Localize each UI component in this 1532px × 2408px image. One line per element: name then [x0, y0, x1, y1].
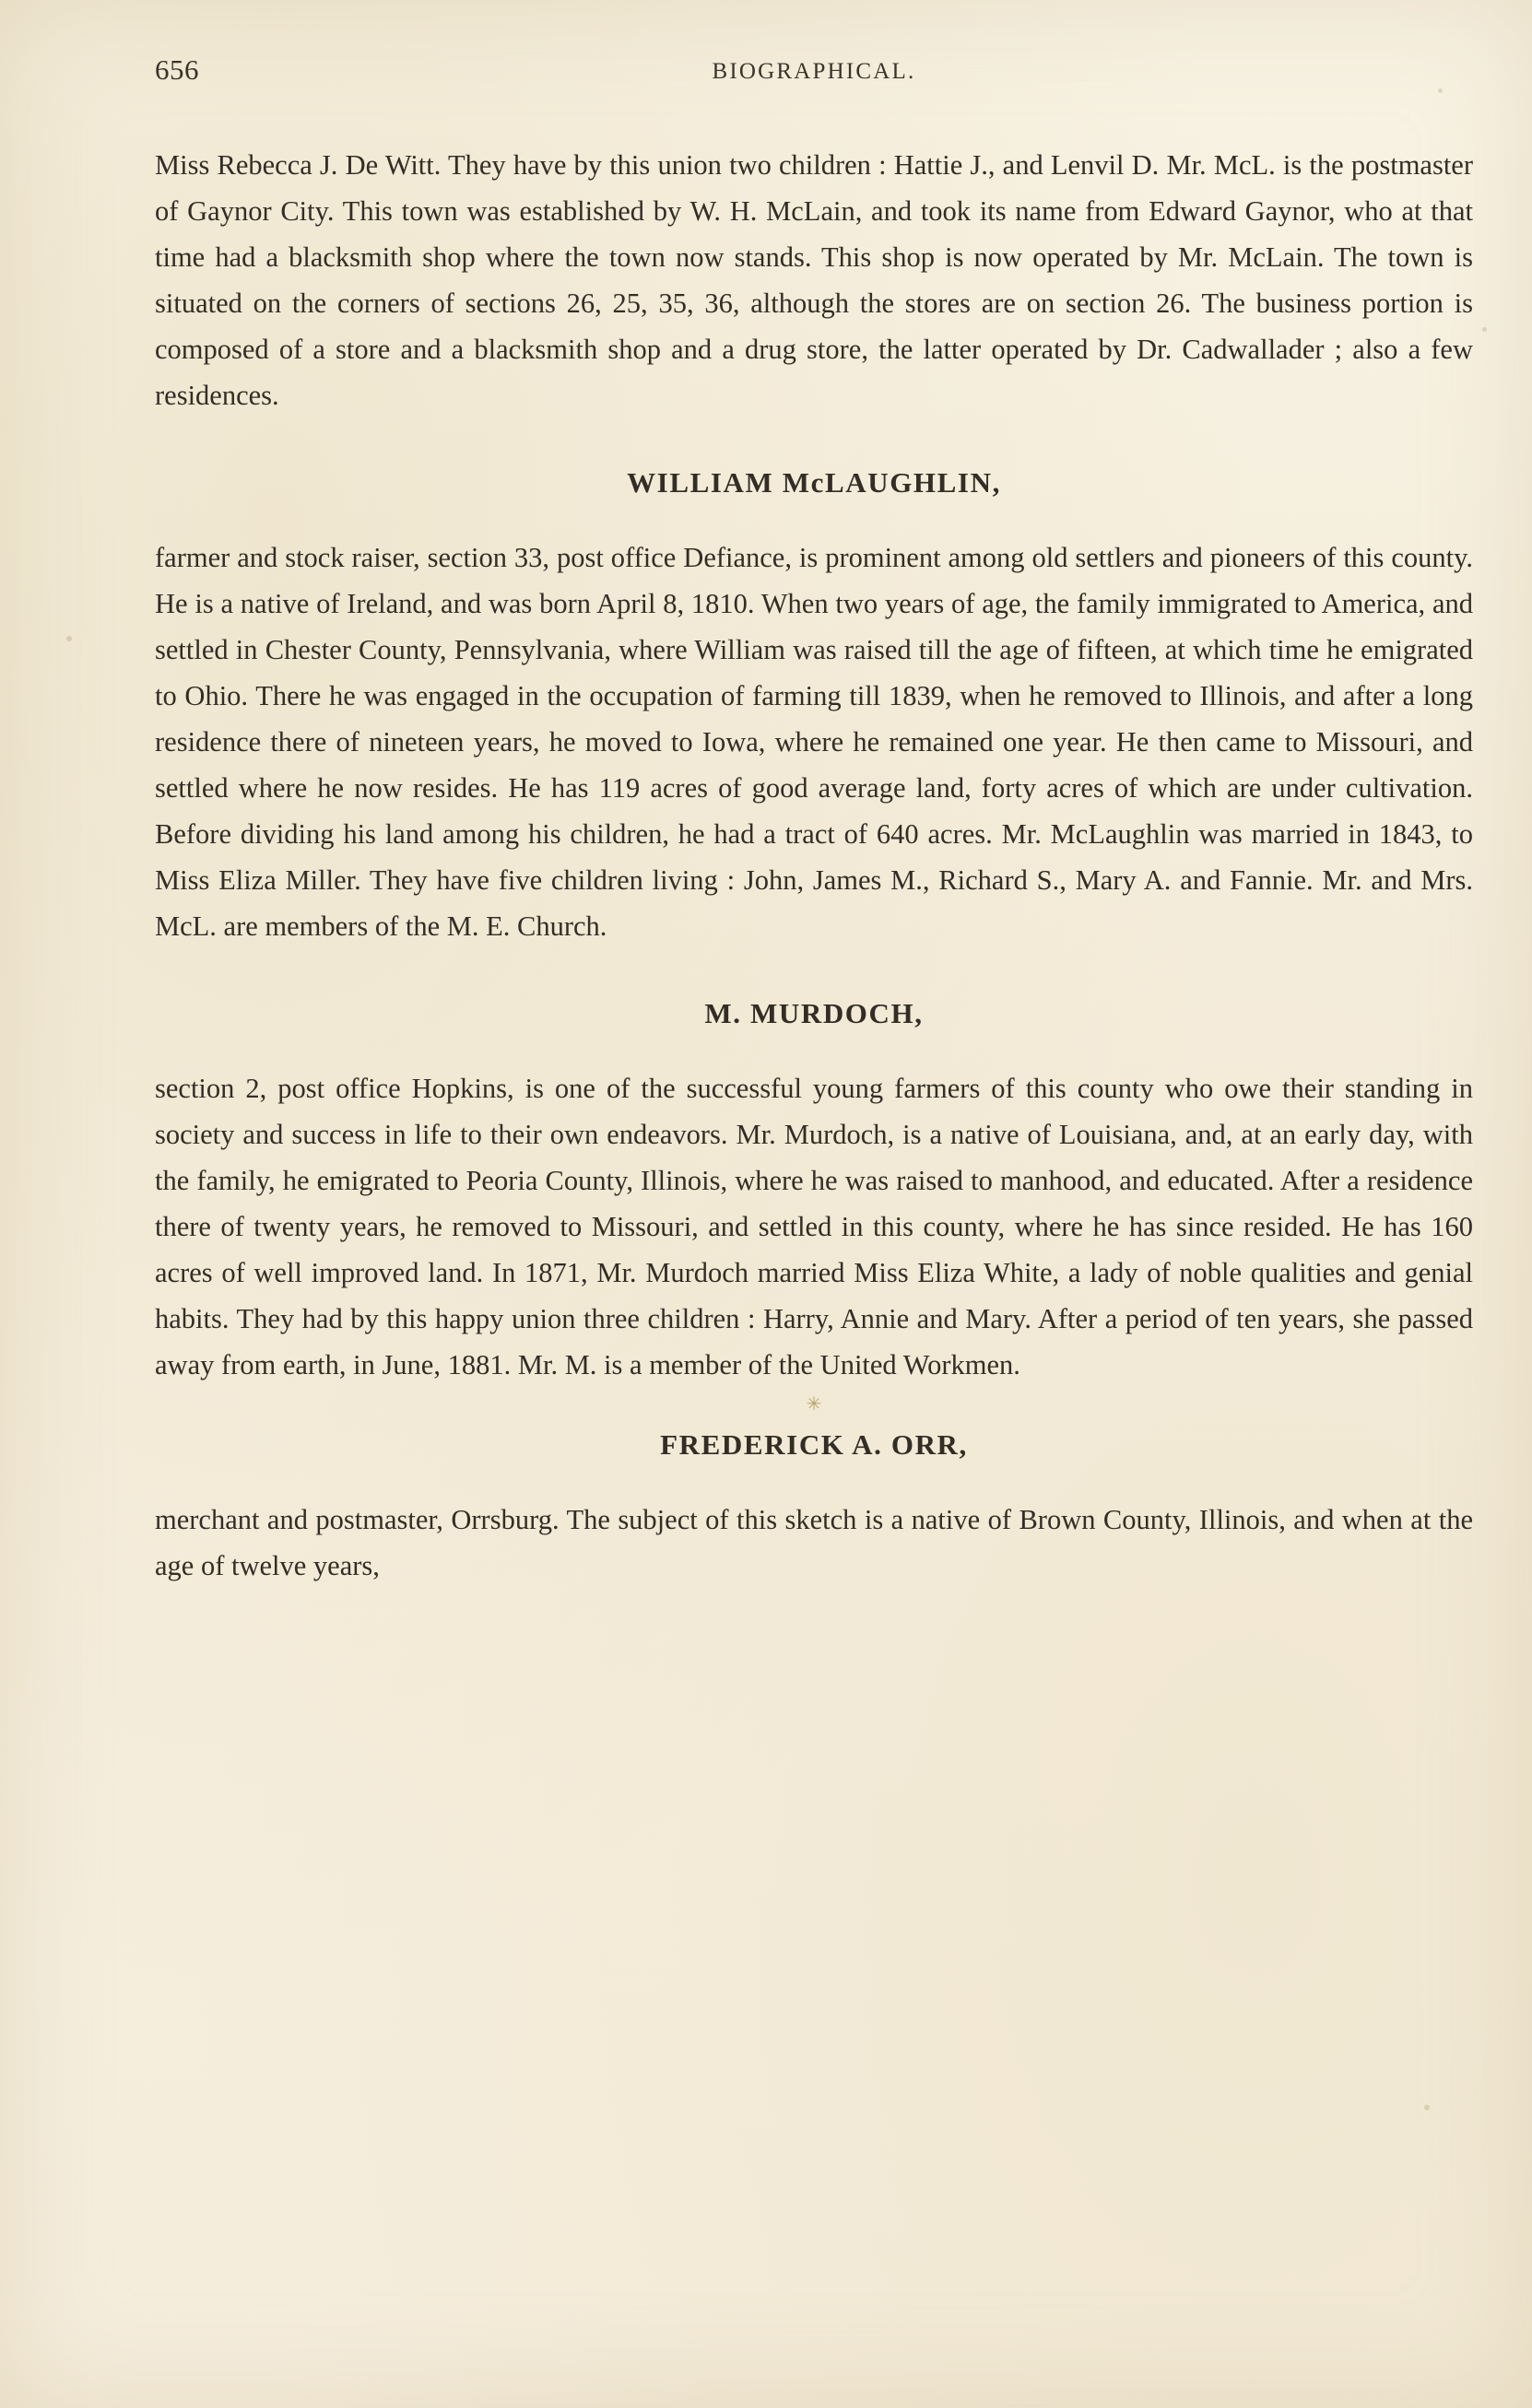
section-mclain-continued: [155, 142, 1473, 418]
page-speck: [66, 636, 72, 641]
running-head: BIOGRAPHICAL.: [712, 59, 916, 84]
page-speck: [1482, 327, 1487, 332]
page-number: 656: [155, 53, 199, 86]
paragraph: Miss Rebecca J. De Witt. They have by this union two children : Hattie J., and Lenvil D. Mr. McL. is the postmaster of Gaynor City. This town was established by W. H. McLain, and took its name from Edward Gaynor, who at that time had a blacksmith shop where the town now stands. This shop is now operated by Mr. McLain. The town is situated on the corners of sections 26, 25, 35, 36, although the stores are on section 26. The business portion is composed of a store and a blacksmith shop and a drug store, the latter operated by Dr. Cadwallader ; also a few residences.: [155, 149, 1473, 411]
ornament-icon: ✳: [806, 1394, 822, 1415]
paragraph: farmer and stock raiser, section 33, post office Defiance, is prominent among old settlers and pioneers of this county. He is a native of Ireland, and was born April 8, 1810. When two years of age, the family immigrated to America, and settled in Chester County, Pennsylvania, where William was raised till the age of fifteen, at which time he emigrated to Ohio. There he was engaged in the occupation of farming till 1839, when he removed to Illinois, and after a long residence there of nineteen years, he moved to Iowa, where he remained one year. He then came to Missouri, and settled where he now resides. He has 119 acres of good average land, forty acres of which are under cultivation. Before dividing his land among his children, he had a tract of 640 acres. Mr. McLaughlin was married in 1843, to Miss Eliza Miller. They have five children living : John, James M., Richard S., Mary A. and Fannie. Mr. and Mrs. McL. are members of the M. E. Church.: [155, 542, 1473, 942]
paragraph: merchant and postmaster, Orrsburg. The subject of this sketch is a native of Brown County, Illinois, and when at the age of twelve years,: [155, 1504, 1473, 1581]
entry-title-frederick-a-orr: FREDERICK A. ORR,: [660, 1428, 968, 1461]
entry-title-m-murdoch: M. MURDOCH,: [704, 997, 924, 1029]
entry-title-william-mclaughlin: WILLIAM McLAUGHLIN,: [627, 466, 1001, 499]
section-william-mclaughlin: [155, 466, 1473, 949]
page-content: [155, 53, 1473, 1589]
page-header: [155, 53, 1473, 105]
section-frederick-a-orr: [155, 1394, 1473, 1589]
page-speck: [1424, 2105, 1430, 2110]
section-m-murdoch: [155, 997, 1473, 1388]
paragraph: section 2, post office Hopkins, is one of the successful young farmers of this county who owe their standing in society and success in life to their own endeavors. Mr. Murdoch, is a native of Louisiana, and, at an early day, with the family, he emigrated to Peoria County, Illinois, where he was raised to manhood, and educated. After a residence there of twenty years, he removed to Missouri, and settled in this county, where he has since resided. He has 160 acres of well improved land. In 1871, Mr. Murdoch married Miss Eliza White, a lady of noble qualities and genial habits. They had by this happy union three children : Harry, Annie and Mary. After a period of ten years, she passed away from earth, in June, 1881. Mr. M. is a member of the United Workmen.: [155, 1073, 1473, 1380]
